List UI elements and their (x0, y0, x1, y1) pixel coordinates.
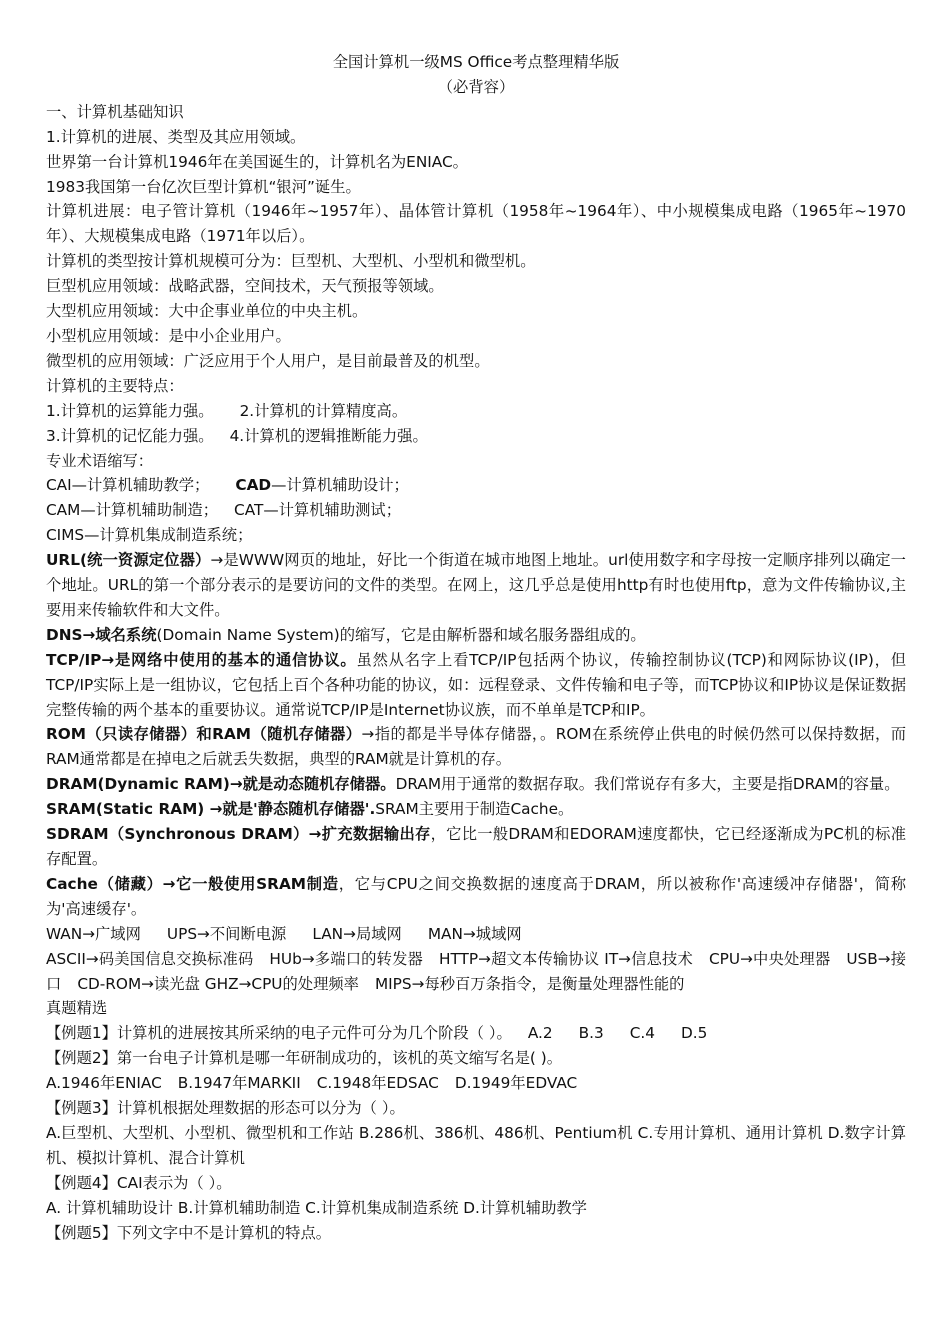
option: C.4 (629, 1024, 656, 1043)
feature-row (46, 399, 906, 424)
paragraph-sdram (46, 822, 906, 872)
paragraph-sram (46, 797, 906, 822)
paragraph-url (46, 548, 906, 623)
paragraph-dram (46, 772, 906, 797)
paragraph-cache (46, 872, 906, 922)
term-item: CAT—计算机辅助测试； (234, 501, 402, 520)
options-row (46, 1071, 906, 1096)
question-3: 【例题3】计算机根据处理数据的形态可以分为（ ）。 (46, 1099, 405, 1118)
paragraph: 计算机的类型按计算机规模可分为：巨型机、大型机、小型机和微型机。 (46, 252, 536, 271)
term-item: CAI—计算机辅助教学； (46, 476, 210, 495)
feature-item: 2.计算机的计算精度高。 (239, 401, 408, 420)
paragraph-dns (46, 623, 906, 648)
term-text: (Domain Name System)的缩写，它是由解析器和域名服务器组成的。 (156, 625, 646, 644)
feature-item: 1.计算机的运算能力强。 (46, 401, 214, 420)
paragraph: 微型机的应用领域：广泛应用于个人用户，是目前最普及的机型。 (46, 351, 490, 370)
paragraph-tcp (46, 648, 906, 723)
section-heading: 一、计算机基础知识 (46, 102, 184, 121)
term-text: →指的都是半导体存储器，。ROM在系统停止供电的时候仍然可以保持数据，而RAM通常都是在掉电之后就丢失数据，典型的RAM就是计算机的存。 (46, 725, 906, 769)
abbr-row (46, 947, 906, 997)
abbr-item: MIPS→每秒百万条指令，是衡量处理器性能的 (374, 974, 685, 993)
abbr-item: CPU→中央处理器 (708, 949, 831, 968)
question-text: 【例题1】计算机的进展按其所采纳的电子元件可分为几个阶段（ ）。 (46, 1024, 512, 1043)
abbr-row (46, 922, 906, 947)
paragraph: 巨型机应用领域：战略武器，空间技术，天气预报等领域。 (46, 277, 444, 296)
abbr-item: CD-ROM→读光盘 GHZ→CPU的处理频率 (77, 974, 359, 993)
term-bold: ROM（只读存储器）和RAM（随机存储器） (46, 725, 362, 744)
term-row (46, 473, 906, 498)
question-4: 【例题4】CAⅠ表示为（ ）。 (46, 1173, 232, 1192)
term-bold: SDRAM（Synchronous DRAM）→扩充数据输出存 (46, 825, 431, 844)
option: C.1948年EDSAC (316, 1074, 439, 1093)
abbr-item: WAN→广域网 (46, 924, 141, 943)
term-text: ，它比一般DRAM和EDORAM速度都快，它已经逐渐成为PC机的标准存配置。 (46, 825, 906, 868)
paragraph: 大型机应用领域：大中企事业单位的中央主机。 (46, 302, 368, 321)
abbr-item: LAN→局域网 (312, 924, 402, 943)
term-item: —计算机辅助设计； (271, 476, 409, 495)
option: D.5 (681, 1024, 708, 1043)
paragraph: 1.计算机的进展、类型及其应用领域。 (46, 127, 306, 146)
paragraph: 专业术语缩写： (46, 451, 154, 470)
option: B.3 (578, 1024, 604, 1043)
feature-item: 3.计算机的记忆能力强。 (46, 426, 214, 445)
document-title: 全国计算机一级MS Office考点整理精华版 (332, 53, 620, 71)
paragraph: 世界第一台计算机1946年在美国诞生的，计算机名为ENIAC。 (46, 152, 468, 171)
abbr-item: HTTP→超文本传输协议 IT→信息技术 (438, 949, 693, 968)
section-heading: 真题精选 (46, 999, 108, 1018)
term-row (46, 498, 906, 523)
term-bold: DRAM(Dynamic RAM)→就是动态随机存储器。 (46, 775, 396, 794)
option: A.1946年ENIAC (46, 1074, 162, 1093)
term-bold: SRAM(Static RAM) →就是'静态随机存储器'. (46, 800, 376, 819)
abbr-item: HUb→多端口的转发器 (269, 949, 423, 968)
option: A.2 (527, 1024, 553, 1043)
paragraph: 计算机进展：电子管计算机（1946年~1957年）、晶体管计算机（1958年~1964年）、中小规模集成电路（1965年~1970年）、大规模集成电路（1971年以后）。 (46, 202, 906, 246)
options-row: A. 计算机辅助设计 B.计算机辅助制造 C.计算机集成制造系统 D.计算机辅助教学 (46, 1198, 587, 1217)
question-2: 【例题2】第一台电子计算机是哪一年研制成功的，该机的英文缩写名是( )。 (46, 1049, 563, 1068)
term-text: 虽然从名字上看TCP/IP包括两个协议，传输控制协议(TCP)和网际协议(IP)，但TCP/IP实际上是一组协议，它包括上百个各种功能的协议，如：远程登录、文件传输和电子等，而TCP协议和IP协议是保证数据完整传输的两个基本的重要协议。通常说TCP/IP是Internet协议族，而不单单是TCP和IP。 (46, 650, 906, 719)
feature-row (46, 424, 906, 449)
term-text: ，它与CPU之间交换数据的速度高于DRAM，所以被称作'高速缓冲存储器'，简称为'高速缓存'。 (46, 874, 906, 918)
abbr-item: UPS→不间断电源 (166, 924, 287, 943)
term-item: CAM—计算机辅助制造； (46, 501, 219, 520)
abbr-item: USB→接口 (46, 949, 907, 993)
term-bold: CAD (235, 476, 272, 495)
paragraph-rom (46, 722, 906, 772)
term-row: CIMS—计算机集成制造系统； (46, 526, 253, 545)
option: B.1947年MARKII (177, 1074, 301, 1093)
abbr-item: ASCII→码美国信息交换标准码 (46, 949, 254, 968)
feature-item: 4.计算机的逻辑推断能力强。 (229, 426, 428, 445)
option: D.1949年EDVAC (454, 1074, 578, 1093)
term-text: DRAM用于通常的数据存取。我们常说存有多大，主要是指DRAM的容量。 (395, 775, 900, 794)
term-bold: TCP/IP→是网络中使用的基本的通信协议。 (46, 650, 357, 669)
paragraph: 1983我国第一台亿次巨型计算机“银河”诞生。 (46, 177, 361, 196)
term-bold: DNS→域名系统 (46, 625, 157, 644)
term-bold: URL(统一资源定位器） (46, 551, 211, 570)
document-subtitle: （必背容） (437, 77, 515, 96)
question-1 (46, 1021, 906, 1046)
term-text: SRAM主要用于制造Cache。 (375, 800, 574, 819)
question-5: 【例题5】下列文字中不是计算机的特点。 (46, 1223, 332, 1242)
abbr-item: MAN→城域网 (427, 924, 522, 943)
paragraph: 计算机的主要特点： (46, 376, 184, 395)
term-text: →是WWW网页的地址，好比一个街道在城市地图上地址。url使用数字和字母按一定顺序排列以确定一个地址。URL的第一个部分表示的是要访问的文件的类型。在网上，这几乎总是使用http有时也使用ftp，意为文件传输协议,主要用来传输软件和大文件。 (46, 551, 906, 619)
paragraph: 小型机应用领域：是中小企业用户。 (46, 326, 291, 345)
options-row: A.巨型机、大型机、小型机、微型机和工作站 B.286机、386机、486机、Pentium机 C.专用计算机、通用计算机 D.数字计算机、模拟计算机、混合计算机 (46, 1123, 906, 1167)
term-bold: Cache（储藏）→它一般使用SRAM制造 (46, 874, 339, 893)
